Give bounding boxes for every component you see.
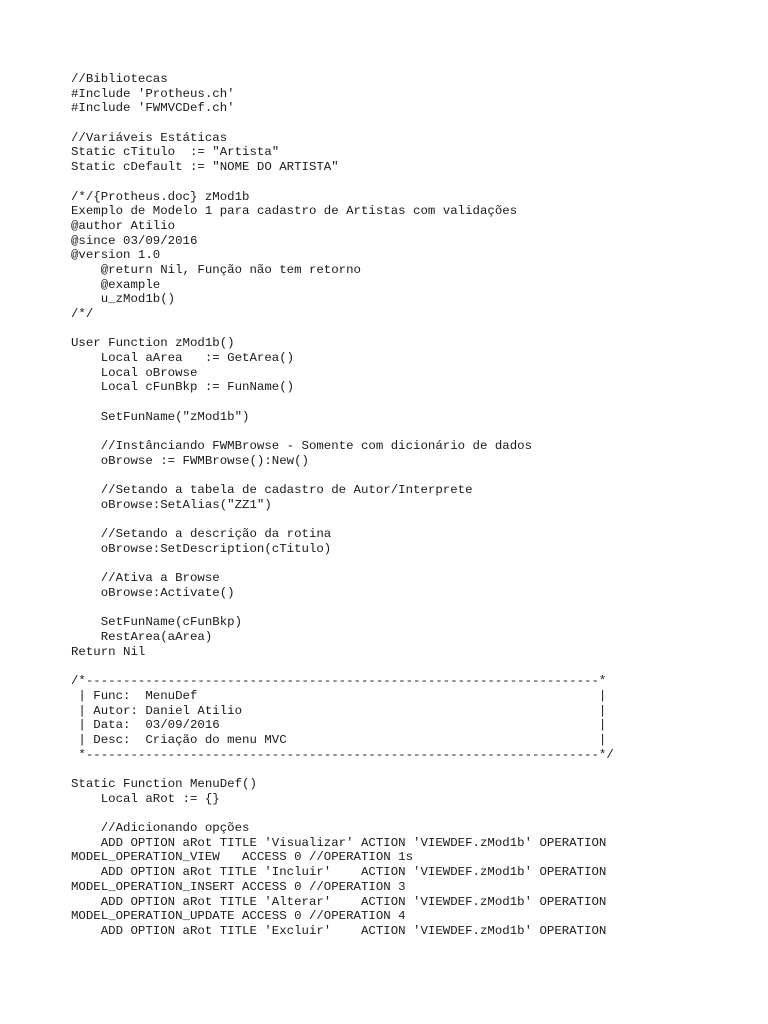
code-line: Static cDefault := "NOME DO ARTISTA" xyxy=(71,160,339,175)
code-line: @since 03/09/2016 xyxy=(71,233,198,248)
code-line: Static Function MenuDef() xyxy=(71,777,257,791)
code-line xyxy=(71,557,761,572)
code-line: | Desc: Criação do menu MVC | xyxy=(71,732,607,747)
code-line: @example xyxy=(71,277,161,292)
code-line xyxy=(71,116,761,131)
code-line xyxy=(71,469,761,484)
code-line: Local oBrowse xyxy=(71,365,198,380)
code-line: Local aArea := GetArea() xyxy=(71,351,295,366)
code-line: //Setando a descrição da rotina xyxy=(71,527,332,542)
code-line: | Autor: Daniel Atilio | xyxy=(71,703,607,718)
code-line: ADD OPTION aRot TITLE 'Visualizar' ACTION 'VIEWDEF.zMod1b' OPERATION xyxy=(71,835,607,850)
code-line: Local aRot := {} xyxy=(71,791,220,806)
code-line: | Data: 03/09/2016 | xyxy=(71,718,607,733)
code-line: @author Atilio xyxy=(71,218,176,233)
code-line: oBrowse := FWMBrowse():New() xyxy=(71,453,309,468)
code-line: #Include 'FWMVCDef.ch' xyxy=(71,101,235,116)
code-line: | Func: MenuDef | xyxy=(71,688,607,703)
code-line xyxy=(71,395,761,410)
code-line: SetFunName(cFunBkp) xyxy=(71,615,243,630)
code-line: //Variáveis Estáticas xyxy=(71,130,228,145)
code-line: //Adicionando opções xyxy=(71,821,250,836)
code-line: oBrowse:SetDescription(cTitulo) xyxy=(71,542,332,556)
code-line: ADD OPTION aRot TITLE 'Alterar' ACTION 'VIEWDEF.zMod1b' OPERATION xyxy=(71,894,607,909)
code-line xyxy=(71,175,761,190)
code-line xyxy=(71,762,761,777)
code-line: SetFunName("zMod1b") xyxy=(71,409,250,424)
code-line: //Instânciando FWMBrowse - Somente com dicionário de dados xyxy=(71,439,533,454)
code-line: Local cFunBkp := FunName() xyxy=(71,380,295,395)
code-line: Return Nil xyxy=(71,644,146,659)
code-line: //Ativa a Browse xyxy=(71,571,220,586)
code-line: Static cTitulo := "Artista" xyxy=(71,145,280,160)
code-line: oBrowse:SetAlias("ZZ1") xyxy=(71,497,272,512)
code-line xyxy=(71,660,761,675)
code-line xyxy=(71,425,761,440)
code-line: #Include 'Protheus.ch' xyxy=(71,86,235,101)
code-line: oBrowse:Activate() xyxy=(71,586,235,601)
code-line: /*/ xyxy=(71,307,94,321)
code-line: /*---------------------------------------------------------------------* xyxy=(71,674,607,689)
code-line: User Function zMod1b() xyxy=(71,336,235,351)
code-line: Exemplo de Modelo 1 para cadastro de Artistas com validações xyxy=(71,204,518,219)
code-line: MODEL_OPERATION_VIEW ACCESS 0 //OPERATION 1s xyxy=(71,850,414,865)
code-line xyxy=(71,513,761,528)
code-line: MODEL_OPERATION_UPDATE ACCESS 0 //OPERATION 4 xyxy=(71,909,406,924)
code-line: MODEL_OPERATION_INSERT ACCESS 0 //OPERATION 3 xyxy=(71,879,406,894)
code-line xyxy=(71,601,761,616)
code-document xyxy=(71,72,761,939)
code-line: @return Nil, Função não tem retorno xyxy=(71,262,361,277)
code-line: ADD OPTION aRot TITLE 'Incluir' ACTION 'VIEWDEF.zMod1b' OPERATION xyxy=(71,865,607,880)
code-line: RestArea(aArea) xyxy=(71,630,213,645)
code-line xyxy=(71,322,761,337)
code-line: //Bibliotecas xyxy=(71,72,168,86)
code-line: /*/{Protheus.doc} zMod1b xyxy=(71,189,250,204)
code-line: //Setando a tabela de cadastro de Autor/Interprete xyxy=(71,483,473,498)
code-line: @version 1.0 xyxy=(71,248,161,263)
code-line: u_zMod1b() xyxy=(71,292,176,307)
code-line: *---------------------------------------------------------------------*/ xyxy=(71,747,614,762)
code-line xyxy=(71,806,761,821)
code-line: ADD OPTION aRot TITLE 'Excluir' ACTION 'VIEWDEF.zMod1b' OPERATION xyxy=(71,923,607,938)
